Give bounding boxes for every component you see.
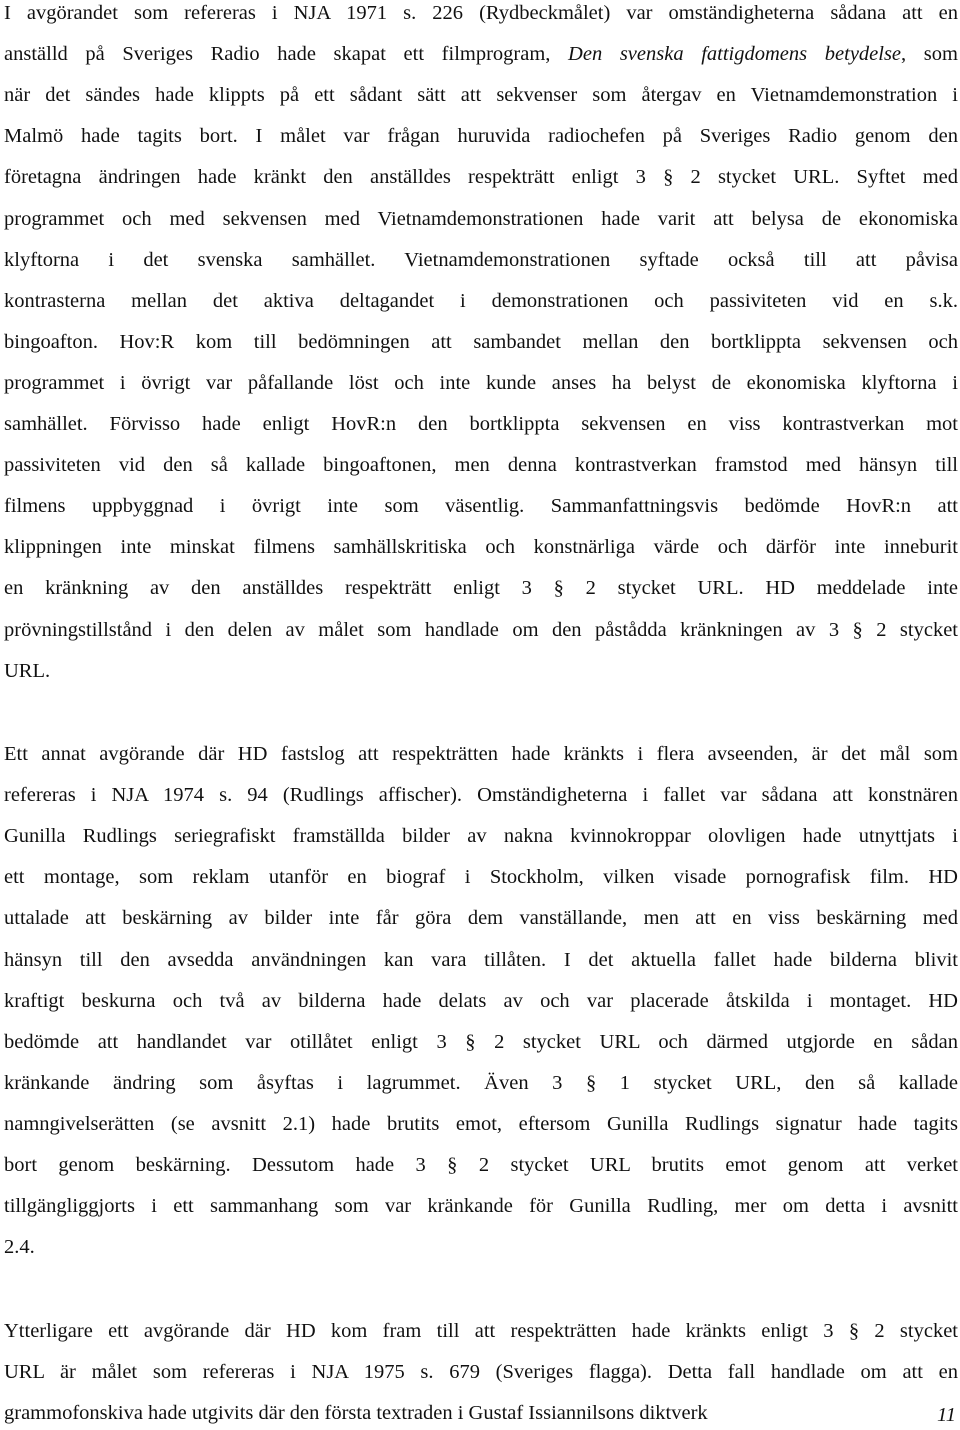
text-line: samhället. Förvisso hade enligt HovR:n den bortklippta sekvensen en viss kontrastverkan mot [4, 413, 958, 435]
text-line: Gunilla Rudlings seriegrafiskt framställda bilder av nakna kvinnokroppar olovligen hade utnyttjats i [4, 825, 958, 848]
text-line: URL är målet som refereras i NJA 1975 s. 679 (Sveriges flagga). Detta fall handlade om att en [4, 1361, 958, 1384]
text-line: Ett annat avgörande där HD fastslog att respekträtten hade kränkts i flera avseenden, är det mål som [4, 743, 958, 765]
text-line: grammofonskiva hade utgivits där den första textraden i Gustaf Issiannilsons diktverk [4, 1402, 708, 1425]
text-line: hänsyn till den avsedda användningen kan vara tillåten. I det aktuella fallet hade bilderna blivit [4, 948, 958, 971]
text-line: bedömde att handlandet var otillåtet enligt 3 § 2 stycket URL och därmed utgjorde en sådan [4, 1030, 958, 1053]
text-line: bingoafton. Hov:R kom till bedömningen att sambandet mellan den bortklippta sekvensen och [4, 330, 958, 353]
text-line: uttalade att beskärning av bilder inte får göra dem vanställande, men att en viss beskärning med [4, 907, 958, 930]
page-number: 11 [937, 1404, 956, 1426]
text-line: namngivelserätten (se avsnitt 2.1) hade brutits emot, eftersom Gunilla Rudlings signatur hade tagits [4, 1112, 958, 1135]
text-line: prövningstillstånd i den delen av målet som handlade om den påstådda kränkningen av 3 § 2 stycket [4, 618, 958, 641]
text-line: 2.4. [4, 1236, 35, 1259]
text-line: passiviteten vid den så kallade bingoaftonen, men denna kontrastverkan framstod med hänsyn till [4, 454, 958, 477]
text-line: kränkande ändring som åsyftas i lagrummet. Även 3 § 1 stycket URL, den så kallade [4, 1071, 958, 1094]
text-line: en kränkning av den anställdes respekträtt enligt 3 § 2 stycket URL. HD meddelade inte [4, 577, 958, 600]
text-line: filmens uppbyggnad i övrigt inte som väsentlig. Sammanfattningsvis bedömde HovR:n att [4, 495, 958, 518]
text-line: refereras i NJA 1974 s. 94 (Rudlings affischer). Omständigheterna i fallet var sådana att konstnären [4, 784, 958, 807]
text-line: kontrasterna mellan det aktiva deltagandet i demonstrationen och passiviteten vid en s.k. [4, 289, 958, 312]
text-line: kraftigt beskurna och två av bilderna hade delats av och var placerade åtskilda i montaget. HD [4, 989, 958, 1012]
text-line: programmet och med sekvensen med Vietnamdemonstrationen hade varit att belysa de ekonomiska [4, 207, 958, 230]
text-line: Ytterligare ett avgörande där HD kom fram till att respekträtten hade kränkts enligt 3 § 2 stycket [4, 1320, 958, 1342]
text-line: när det sändes hade klippts på ett sådant sätt att sekvenser som återgav en Vietnamdemonstration i [4, 84, 958, 107]
text-line: Malmö hade tagits bort. I målet var frågan huruvida radiochefen på Sveriges Radio genom den [4, 125, 958, 148]
text-line: företagna ändringen hade kränkt den anställdes respekträtt enligt 3 § 2 stycket URL. Syftet med [4, 166, 958, 189]
text-line: I avgörandet som refereras i NJA 1971 s. 226 (Rydbeckmålet) var omständigheterna sådana att en [4, 2, 958, 24]
text-line: tillgängliggjorts i ett sammanhang som var kränkande för Gunilla Rudling, mer om detta i avsnitt [4, 1195, 958, 1218]
text-line: bort genom beskärning. Dessutom hade 3 § 2 stycket URL brutits emot genom att verket [4, 1154, 958, 1176]
text-line: klyftorna i det svenska samhället. Vietnamdemonstrationen syftade också till att påvisa [4, 248, 958, 271]
text-line: URL. [4, 659, 51, 682]
text-line: klippningen inte minskat filmens samhällskritiska och konstnärliga värde och därför inte inneburit [4, 536, 958, 559]
text-line: programmet i övrigt var påfallande löst och inte kunde anses ha belyst de ekonomiska klyftorna i [4, 371, 958, 394]
text-line: ett montage, som reklam utanför en biograf i Stockholm, vilken visade pornografisk film. HD [4, 866, 958, 889]
text-line: anställd på Sveriges Radio hade skapat ett filmprogram, Den svenska fattigdomens betydelse, som [4, 43, 958, 66]
